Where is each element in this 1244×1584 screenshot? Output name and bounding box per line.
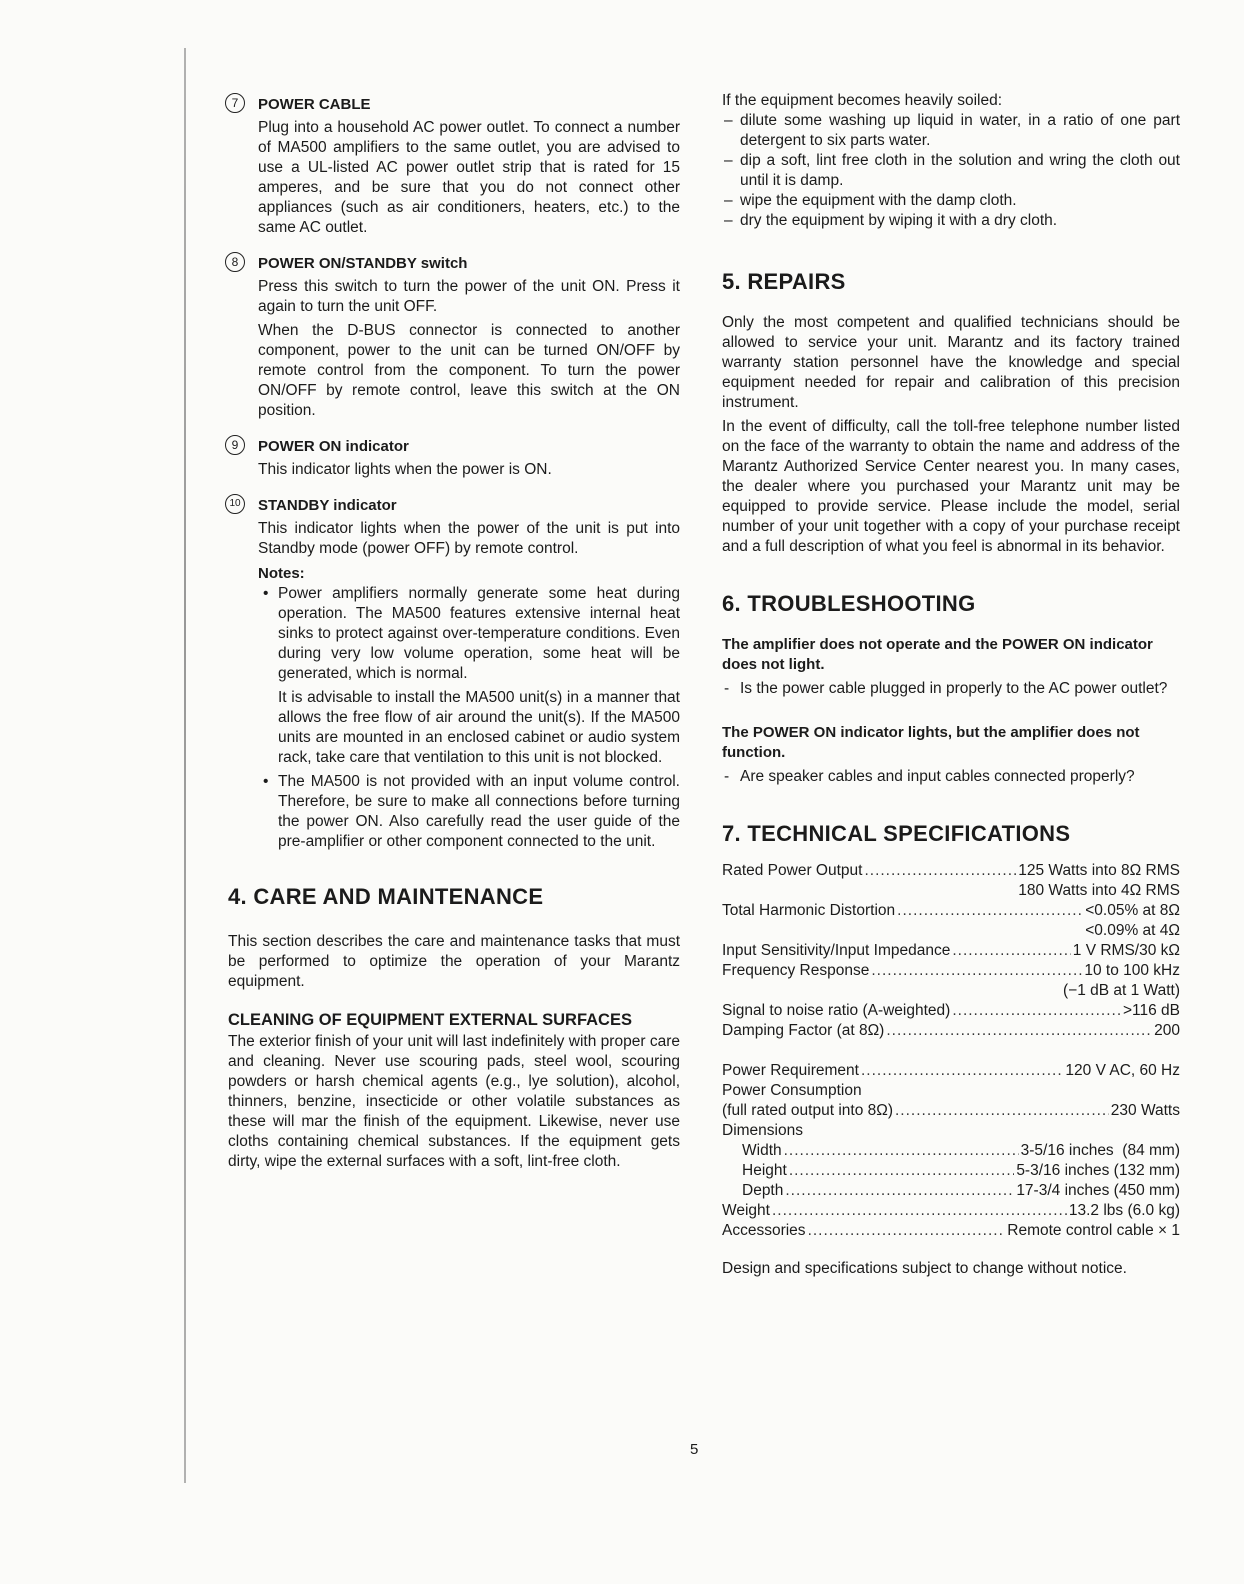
item-title: POWER ON indicator <box>258 438 409 455</box>
trouble-question: The POWER ON indicator lights, but the amplifier does not function. <box>722 724 1140 761</box>
item-number-badge: 9 <box>225 435 245 455</box>
specs-table <box>722 861 1180 1241</box>
notes-heading: Notes: <box>258 565 305 582</box>
soiled-step: – wipe the equipment with the damp cloth. <box>724 192 1017 209</box>
item-power-cable <box>228 95 680 238</box>
spec-row-power-requirement: Power Requirement ..... 120 V AC, 60 Hz <box>722 1061 1180 1081</box>
item-standby-indicator <box>228 496 680 559</box>
note-item <box>258 772 680 852</box>
binding-margin-line <box>184 48 186 1483</box>
note-text: It is advisable to install the MA500 unit(s) in a manner that allows the free flow of air around the unit(s). If the MA500 units are mounted in an enclosed cabinet or audio system rack, take care that ventilation to this unit is not blocked. <box>278 689 680 766</box>
spec-row-weight: Weight ..... 13.2 lbs (6.0 kg) <box>722 1201 1180 1221</box>
spec-row-accessories: Accessories ..... Remote control cable × 1 <box>722 1221 1180 1241</box>
troubleshooting-heading: 6. TROUBLESHOOTING <box>722 591 976 616</box>
specs-note: Design and specifications subject to change without notice. <box>722 1260 1127 1277</box>
right-column <box>722 91 1180 1279</box>
trouble-answer: - Are speaker cables and input cables connected properly? <box>724 768 1135 785</box>
left-column <box>228 95 680 1172</box>
care-heading: 4. CARE AND MAINTENANCE <box>228 884 544 909</box>
notes-list <box>258 584 680 852</box>
spec-dimensions-label: Dimensions <box>722 1122 803 1139</box>
item-number-badge: 8 <box>225 252 245 272</box>
trouble-question: The amplifier does not operate and the POWER ON indicator does not light. <box>722 636 1153 673</box>
soiled-intro: If the equipment becomes heavily soiled: <box>722 92 1003 109</box>
spec-row: Damping Factor (at 8Ω) ..... 200 <box>722 1021 1180 1041</box>
cleaning-text: The exterior finish of your unit will last indefinitely with proper care and cleaning. Never use scouring pads, steel wool, scouring powders or harsh chemical agents (e.g., lye solution), alcohol, thinners, benzine, insecticide or other volatile substances as these will mar the finish of the equipment. Likewise, never use cloths containing chemical substances. If the equipment gets dirty, wipe the external surfaces with a soft, lint-free cloth. <box>228 1033 680 1170</box>
spec-continuation: <0.09% at 4Ω <box>1085 922 1180 939</box>
spec-row-power-consumption: (full rated output into 8Ω) ..... 230 Watts <box>722 1101 1180 1121</box>
note-text: Power amplifiers normally generate some heat during operation. The MA500 features extensive internal heat sinks to protect against over-temperature conditions. Even during very low volume operation, some heat will be generated, which is normal. <box>278 585 680 682</box>
spec-row: Rated Power Output ..... 125 Watts into 8Ω RMS <box>722 861 1180 881</box>
item-text: Plug into a household AC power outlet. To connect a number of MA500 amplifiers to the same outlet, you are advised to use a UL-listed AC power outlet strip that is rated for 15 amperes, and be sure that you do not connect other appliances (such as air conditioners, heaters, etc.) to the same AC outlet. <box>258 119 680 236</box>
care-intro: This section describes the care and maintenance tasks that must be performed to optimize the operation of your Marantz equipment. <box>228 933 680 990</box>
repairs-text: In the event of difficulty, call the toll-free telephone number listed on the face of the warranty to obtain the name and address of the Marantz Authorized Service Center nearest you. In many cases, the dealer where you purchased your Marantz unit may be equipped to provide service. Please include the model, serial number of your unit together with a copy of your purchase receipt and a full description of what you feel is abnormal in its behavior. <box>722 418 1180 555</box>
spec-power-consumption-label: Power Consumption <box>722 1082 862 1099</box>
item-title: STANDBY indicator <box>258 497 397 514</box>
bullet: • <box>263 773 269 790</box>
item-text: Press this switch to turn the power of the unit ON. Press it again to turn the unit OFF. <box>258 278 680 315</box>
note-item <box>258 584 680 768</box>
item-power-on-indicator <box>228 437 680 480</box>
spec-row-depth: Depth ..... 17-3/4 inches (450 mm) <box>722 1181 1180 1201</box>
spec-row-width: Width ..... 3-5/16 inches (84 mm) <box>722 1141 1180 1161</box>
item-text: This indicator lights when the power is ON. <box>258 461 552 478</box>
item-title: POWER CABLE <box>258 96 371 113</box>
soiled-step: – dip a soft, lint free cloth in the solution and wring the cloth out until it is damp. <box>724 152 1180 189</box>
bullet: • <box>263 585 269 602</box>
trouble-answer: - Is the power cable plugged in properly to the AC power outlet? <box>724 680 1168 697</box>
spec-continuation: (−1 dB at 1 Watt) <box>1062 982 1180 999</box>
spec-row: Signal to noise ratio (A-weighted) ..... >116 dB <box>722 1001 1180 1021</box>
note-text: The MA500 is not provided with an input volume control. Therefore, be sure to make all connections before turning the power ON. Also carefully read the user guide of the pre-amplifier or other component connected to the unit. <box>278 773 680 850</box>
spec-row-height: Height ..... 5-3/16 inches (132 mm) <box>722 1161 1180 1181</box>
item-power-standby-switch <box>228 254 680 421</box>
item-text: This indicator lights when the power of the unit is put into Standby mode (power OFF) by remote control. <box>258 520 680 557</box>
item-title: POWER ON/STANDBY switch <box>258 255 468 272</box>
soiled-step: – dry the equipment by wiping it with a dry cloth. <box>724 212 1058 229</box>
soiled-step: – dilute some washing up liquid in water, in a ratio of one part detergent to six parts water. <box>724 112 1180 149</box>
spec-row: Frequency Response ..... 10 to 100 kHz <box>722 961 1180 981</box>
spec-row: Total Harmonic Distortion ..... <0.05% at 8Ω <box>722 901 1180 921</box>
item-text: When the D-BUS connector is connected to another component, power to the unit can be turned ON/OFF by remote control from the component. To turn the power ON/OFF by remote control, leave this switch at the ON position. <box>258 322 680 419</box>
spec-continuation: 180 Watts into 4Ω RMS <box>1018 882 1180 899</box>
item-number-badge: 7 <box>225 93 245 113</box>
specs-heading: 7. TECHNICAL SPECIFICATIONS <box>722 821 1071 846</box>
repairs-text: Only the most competent and qualified technicians should be allowed to service your unit. Marantz and its factory trained warranty station personnel have the knowledge and special equipment needed for repair and calibration of this precision instrument. <box>722 314 1180 411</box>
cleaning-heading: CLEANING OF EQUIPMENT EXTERNAL SURFACES <box>228 1011 632 1029</box>
spec-row: Input Sensitivity/Input Impedance ..... 1 V RMS/30 kΩ <box>722 941 1180 961</box>
item-number-badge: 10 <box>225 494 245 514</box>
repairs-heading: 5. REPAIRS <box>722 269 846 294</box>
page-number: 5 <box>690 1441 699 1458</box>
